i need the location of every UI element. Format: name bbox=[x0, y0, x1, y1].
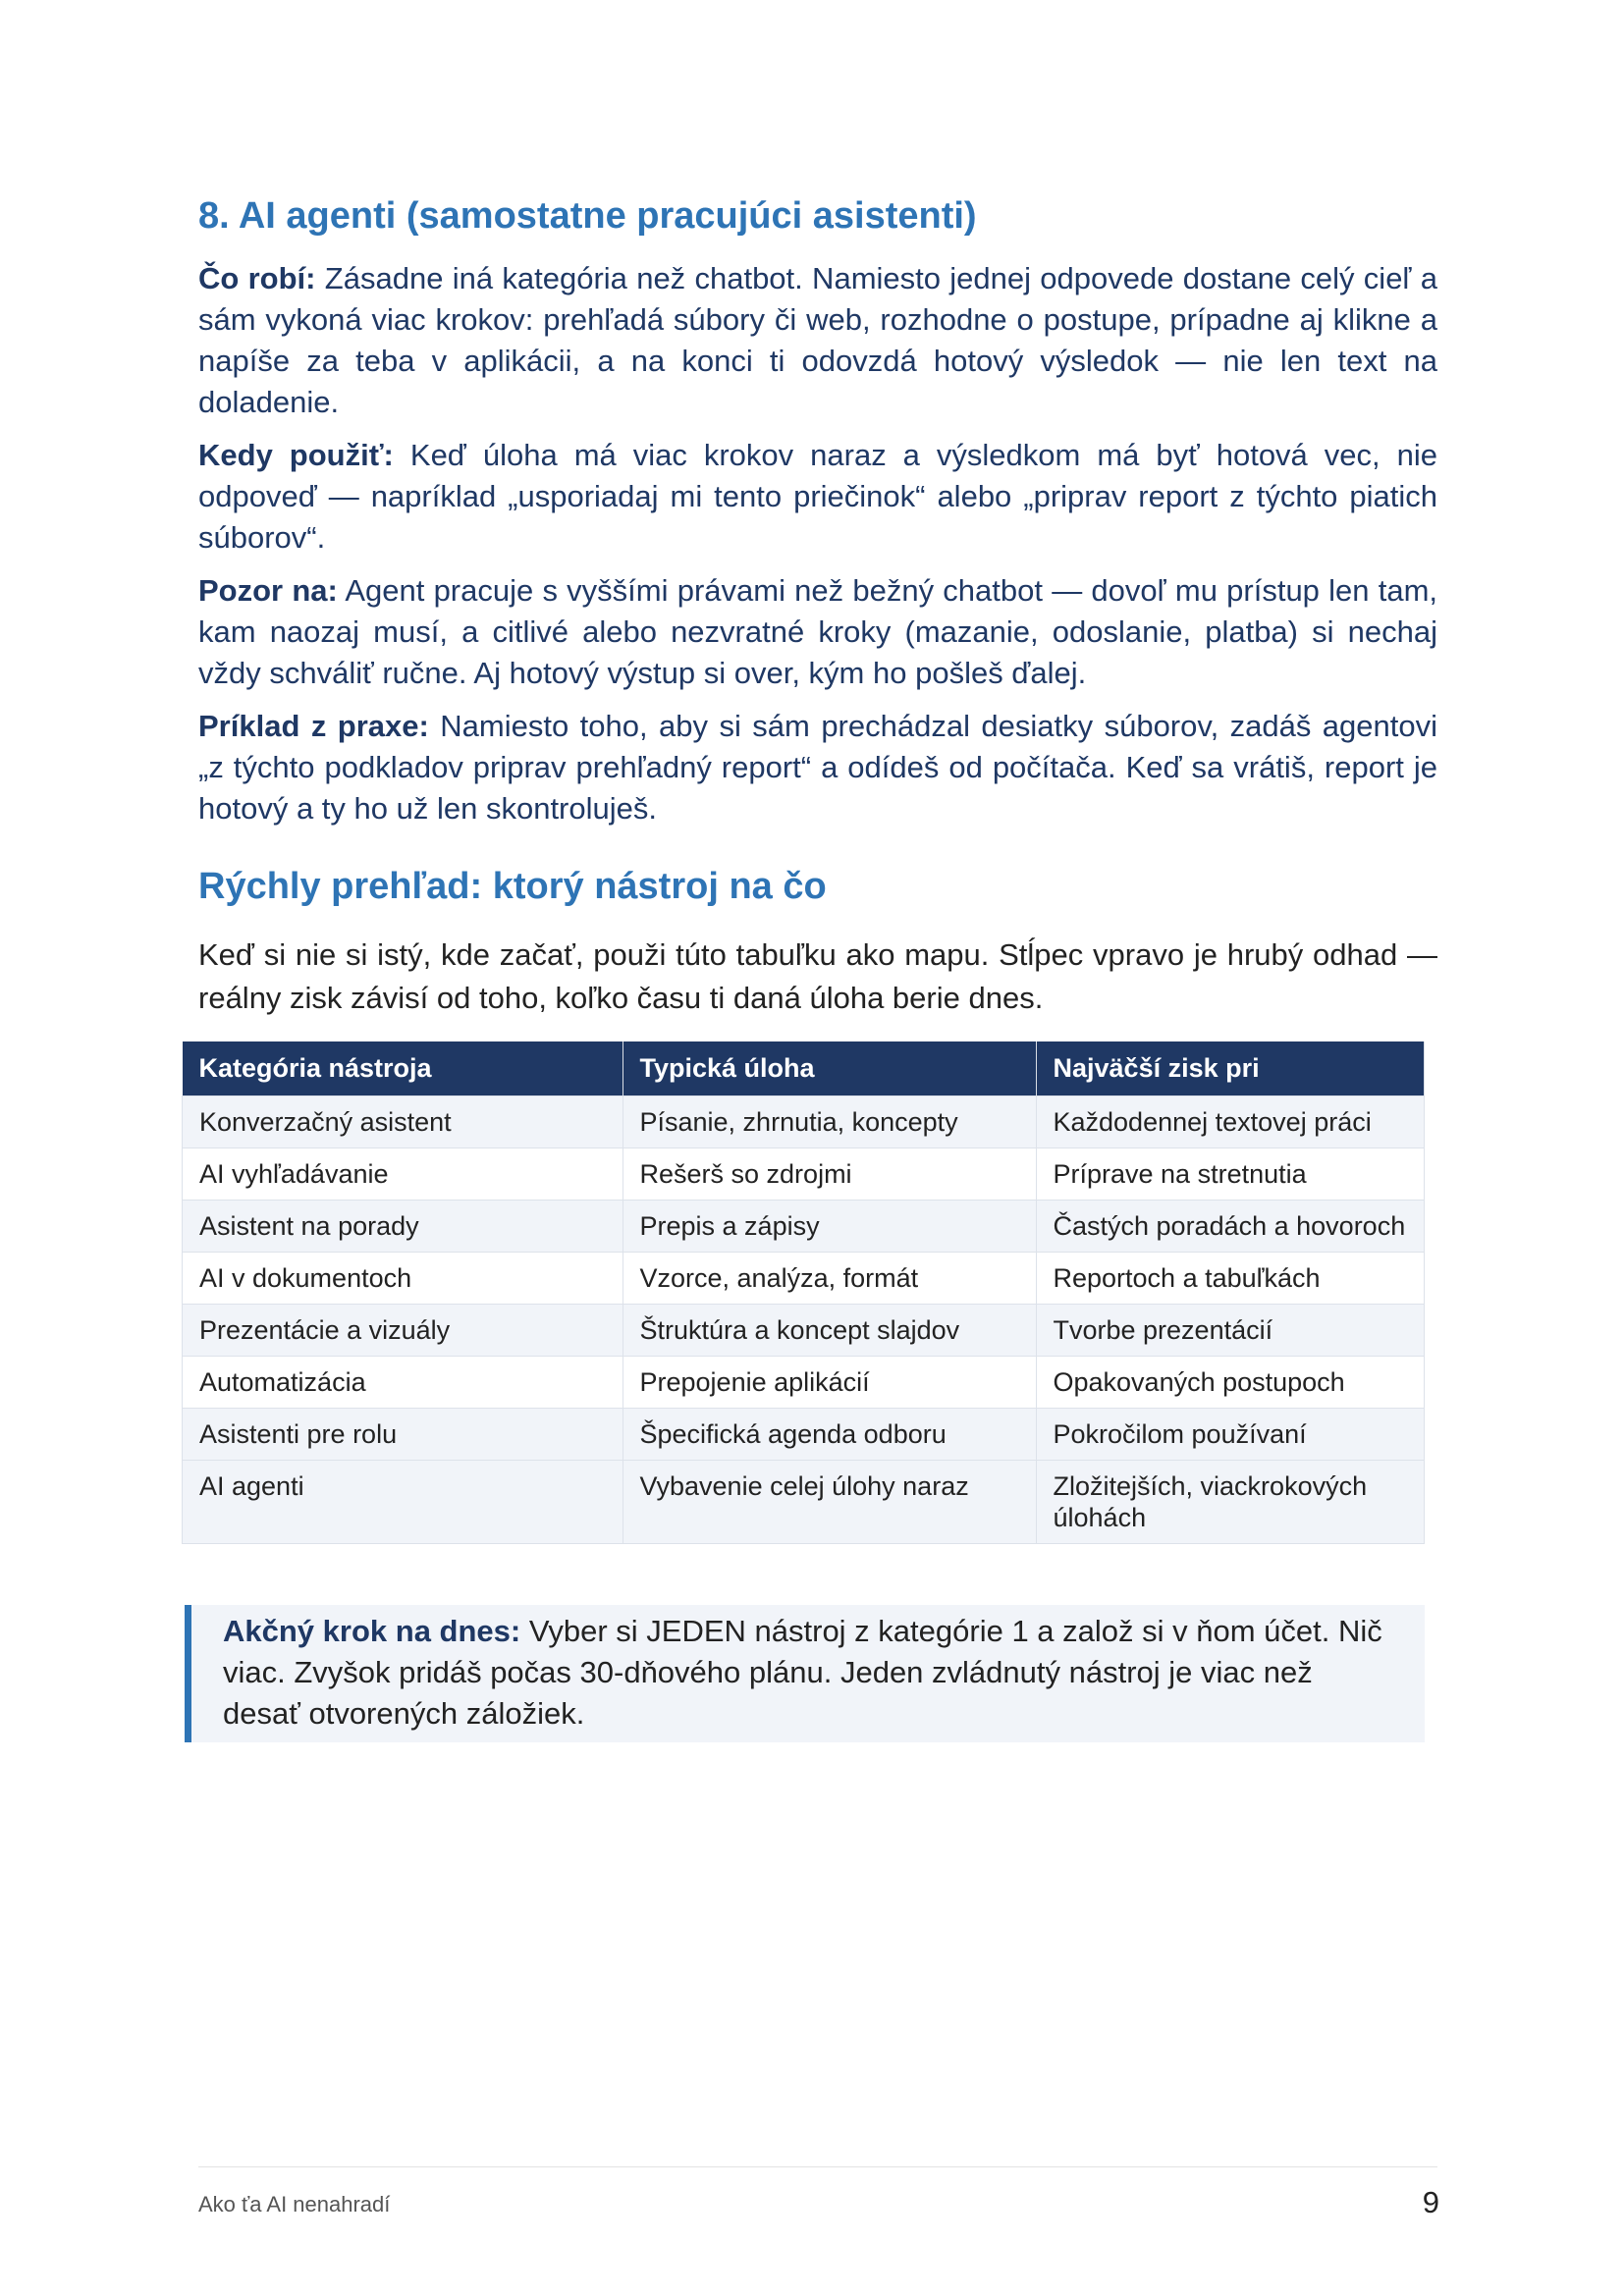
table-row bbox=[183, 1252, 1425, 1304]
table-cell: Prezentácie a vizuály bbox=[183, 1304, 623, 1356]
table-row bbox=[183, 1356, 1425, 1408]
table-cell: Každodennej textovej práci bbox=[1036, 1095, 1425, 1148]
column-header: Kategória nástroja bbox=[183, 1041, 623, 1096]
table-cell: Asistent na porady bbox=[183, 1200, 623, 1252]
table-cell: Štruktúra a koncept slajdov bbox=[623, 1304, 1036, 1356]
callout-label: Akčný krok na dnes: bbox=[223, 1613, 521, 1648]
table-cell: Prepis a zápisy bbox=[623, 1200, 1036, 1252]
paragraph-text: Keď úloha má viac krokov naraz a výsledkom má byť hotová vec, nie odpoveď — napríklad „usporiadaj mi tento priečinok“ alebo „priprav report z týchto piatich súborov“. bbox=[198, 438, 1437, 556]
footer-title: Ako ťa AI nenahradí bbox=[198, 2192, 391, 2216]
table-cell: Automatizácia bbox=[183, 1356, 623, 1408]
table-cell: Špecifická agenda odboru bbox=[623, 1408, 1036, 1460]
paragraph-co-robi bbox=[198, 258, 1437, 423]
table-header-row bbox=[183, 1041, 1425, 1096]
paragraph-priklad bbox=[198, 706, 1437, 829]
tools-table bbox=[182, 1041, 1425, 1544]
section-heading: 8. AI agenti (samostatne pracujúci asistenti) bbox=[198, 195, 977, 237]
table-cell: Asistenti pre rolu bbox=[183, 1408, 623, 1460]
footer-divider bbox=[198, 2166, 1437, 2167]
table-cell: AI v dokumentoch bbox=[183, 1252, 623, 1304]
table-cell: Zložitejších, viackrokových úlohách bbox=[1036, 1460, 1425, 1543]
paragraph-label: Príklad z praxe: bbox=[198, 709, 429, 744]
table-cell: Vybavenie celej úlohy naraz bbox=[623, 1460, 1036, 1543]
table-cell: AI vyhľadávanie bbox=[183, 1148, 623, 1200]
table-cell: Častých poradách a hovoroch bbox=[1036, 1200, 1425, 1252]
table-cell: Pokročilom používaní bbox=[1036, 1408, 1425, 1460]
table-cell: AI agenti bbox=[183, 1460, 623, 1543]
overview-heading: Rýchly prehľad: ktorý nástroj na čo bbox=[198, 866, 827, 908]
table-row bbox=[183, 1148, 1425, 1200]
table-cell: Tvorbe prezentácií bbox=[1036, 1304, 1425, 1356]
table-row bbox=[183, 1200, 1425, 1252]
table-cell: Konverzačný asistent bbox=[183, 1095, 623, 1148]
paragraph-text: Namiesto toho, aby si sám prechádzal desiatky súborov, zadáš agentovi „z týchto podkladov priprav prehľadný report“ a odídeš od počítača. Keď sa vrátiš, report je hotový a ty ho už len skontroluješ. bbox=[198, 709, 1437, 827]
table-cell: Písanie, zhrnutia, koncepty bbox=[623, 1095, 1036, 1148]
table-cell: Opakovaných postupoch bbox=[1036, 1356, 1425, 1408]
table-cell: Príprave na stretnutia bbox=[1036, 1148, 1425, 1200]
table-cell: Vzorce, analýza, formát bbox=[623, 1252, 1036, 1304]
action-step-callout bbox=[185, 1605, 1425, 1742]
column-header: Typická úloha bbox=[623, 1041, 1036, 1096]
table-cell: Rešerš so zdrojmi bbox=[623, 1148, 1036, 1200]
paragraph-label: Kedy použiť: bbox=[198, 438, 394, 473]
table-row bbox=[183, 1408, 1425, 1460]
column-header: Najväčší zisk pri bbox=[1036, 1041, 1425, 1096]
paragraph-kedy-pouzit bbox=[198, 435, 1437, 559]
paragraph-label: Čo robí: bbox=[198, 261, 316, 296]
table-row bbox=[183, 1304, 1425, 1356]
table-cell: Prepojenie aplikácií bbox=[623, 1356, 1036, 1408]
paragraph-text: Agent pracuje s vyššími právami než bežný chatbot — dovoľ mu prístup len tam, kam naozaj musí, a citlivé alebo nezvratné kroky (mazanie, odoslanie, platba) si nechaj vždy schváliť ručne. Aj hotový výstup si over, kým ho pošleš ďalej. bbox=[198, 573, 1438, 691]
paragraph-pozor-na bbox=[198, 570, 1437, 694]
table-cell: Reportoch a tabuľkách bbox=[1036, 1252, 1425, 1304]
callout-text: Vyber si JEDEN nástroj z kategórie 1 a založ si v ňom účet. Nič viac. Zvyšok pridáš počas 30-dňového plánu. Jeden zvládnutý nástroj je viac než desať otvorených záložiek. bbox=[223, 1613, 1382, 1731]
paragraph-label: Pozor na: bbox=[198, 573, 338, 609]
table-row bbox=[183, 1095, 1425, 1148]
overview-intro: Keď si nie si istý, kde začať, použi túto tabuľku ako mapu. Stĺpec vpravo je hrubý odhad — reálny zisk závisí od toho, koľko času ti daná úloha berie dnes. bbox=[198, 936, 1437, 1015]
page-number: 9 bbox=[1422, 2185, 1439, 2219]
page-content bbox=[198, 192, 1437, 1742]
paragraph-text: Zásadne iná kategória než chatbot. Namiesto jednej odpovede dostane celý cieľ a sám vykoná viac krokov: prehľadá súbory či web, rozhodne o postupe, prípadne aj klikne a napíše za teba v aplikácii, a na konci ti odovzdá hotový výsledok — nie len text na doladenie. bbox=[198, 261, 1438, 420]
table-row bbox=[183, 1460, 1425, 1543]
